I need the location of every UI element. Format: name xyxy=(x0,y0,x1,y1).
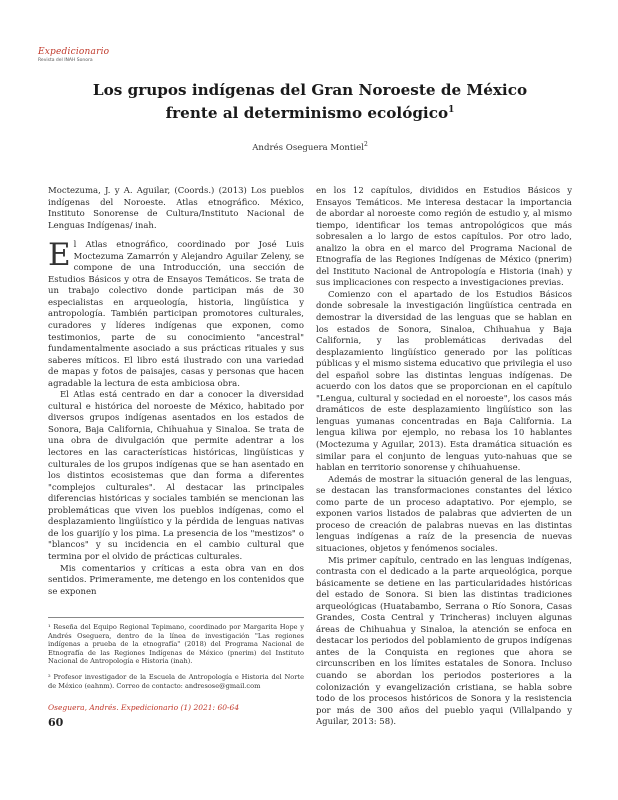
book-reference: Moctezuma, J. y A. Aguilar, (Coords.) (2013) Los pueblos indígenas del Noroeste. Atlas etnográfico. México, Instituto Sonorense de Cultura/Instituto Nacional de Lenguas Indígenas/ inah. xyxy=(48,186,304,231)
page-number: 60 xyxy=(48,716,64,729)
body-paragraph-6: Además de mostrar la situación general de las lenguas, se destacan las transformaciones constantes del léxico como parte de un proceso adaptativo. Por ejemplo, se exponen varios listados de palabras que advierten de un proceso de creación de palabras nuevas en las distintas lenguas indígenas a raíz de la presencia de nuevas situaciones, objetos y fenómenos sociales. xyxy=(316,474,572,554)
body-paragraph-3: Mis comentarios y críticas a esta obra van en dos sentidos. Primeramente, me detengo en los contenidos que se exponen xyxy=(48,563,304,597)
author-line xyxy=(180,141,440,153)
body-paragraph-2: El Atlas está centrado en dar a conocer la diversidad cultural e histórica del noroeste de México, habitado por diversos grupos indígenas asentados en los estados de Sonora, Baja California, Chihuahua y Sinaloa. Se trata de una obra de divulgación que permite adentrar a los lectores en las características históricas, lingüísticas y culturales de los grupos indígenas que se han asentado en los distintos ecosistemas que dan forma a diferentes "complejos culturales". Al destacar las principales diferencias históricas y sociales también se mencionan las problemáticas que viven los pueblos indígenas, como el desplazamiento lingüístico y la pérdida de lenguas nativas de los guarijío y los pima. La presencia de los "mestizos" o "blancos" y su incidencia en el cambio cultural que termina por el olvido de prácticas culturales. xyxy=(48,390,304,562)
left-column xyxy=(48,186,304,598)
title-footnote-mark: 1 xyxy=(448,105,455,115)
footnote-1: ¹ Reseña del Equipo Regional Tepimano, coordinado por Margarita Hope y Andrés Oseguera, dentro de la línea de investigación "Las regiones indígenas a prueba de la etnografía" (2018) del Programa Nacional de Etnografía de las Regiones Indígenas de México (pnerim) del Instituto Nacional de Antropología e Historia (inah). xyxy=(48,623,304,665)
title-line-2: frente al determinismo ecológico xyxy=(165,104,449,123)
running-citation: Oseguera, Andrés. Expedicionario (1) 2021: 60-64 xyxy=(48,703,240,712)
logo-text: Expedicionario xyxy=(38,47,110,57)
footnote-2: ² Profesor investigador de la Escuela de Antropología e Historia del Norte de México (eahnm). Correo de contacto: andresose@gmail.com xyxy=(48,673,304,690)
body-paragraph-4: en los 12 capítulos, divididos en Estudios Básicos y Ensayos Temáticos. Me interesa destacar la importancia de abordar al noroeste como región de estudio y, al mismo tiempo, identificar los temas antropológicos que más sobresalen a lo largo de estos capítulos. Por otro lado, analizo la obra en el marco del Programa Nacional de Etnografía de las Regiones Indígenas de México (pnerim) del Instituto Nacional de Antropología e Historia (inah) y sus implicaciones con respecto a investigaciones previas. xyxy=(316,186,572,289)
author-name: Andrés Oseguera Montiel xyxy=(252,142,364,153)
title-line-1: Los grupos indígenas del Gran Noroeste de México xyxy=(92,81,528,99)
footnote-divider xyxy=(48,617,304,618)
body-paragraph-5: Comienzo con el apartado de los Estudios Básicos donde sobresale la investigación lingüística centrada en demostrar la diversidad de las lenguas que se hablan en los estados de Sonora, Sinaloa, Chihuahua y Baja California, y las problemáticas derivadas del desplazamiento lingüístico generado por las políticas públicas y el mismo sistema educativo que privilegia el uso del español sobre las distintas lenguas indígenas. De acuerdo con los datos que se proporcionan en el capítulo "Lengua, cultural y sociedad en el noroeste", los casos más dramáticos de este desplazamiento lingüístico son las lenguas yumanas concentradas en Baja California. La lengua kiliwa por ejemplo, no rebasa los 10 hablantes (Moctezuma y Aguilar, 2013). Esta dramática situación es similar para el conjunto de lenguas yuto-nahuas que se hablan en territorio sonorense y chihuahuense. xyxy=(316,289,572,474)
right-column xyxy=(316,186,572,729)
body-paragraph-7: Mis primer capítulo, centrado en las lenguas indígenas, contrasta con el dedicado a la parte arqueológica, porque básicamente se detiene en las particularidades históricas del estado de Sonora. Si bien las distintas tradiciones arqueológicas (Huatabambo, Serrana o Río Sonora, Casas Grandes, Costa Central y Trincheras) incluyen algunas áreas de Chihuahua y Sinaloa, la atención se enfoca en destacar los periodos del poblamiento de grupos indígenas antes de la Conquista en regiones que ahora se circunscriben en los límites estatales de Sonora. Incluso cuando se abordan los periodos posteriores a la colonización y evangelización cristiana, se habla sobre todo de los procesos históricos de Sonora y la resistencia por más de 300 años del pueblo yaqui (Villalpando y Aguilar, 2013: 58). xyxy=(316,555,572,728)
logo-subtext: Revista del INAH Sonora xyxy=(38,58,93,63)
author-footnote-mark: 2 xyxy=(363,141,368,148)
article-title xyxy=(60,80,560,123)
journal-logo xyxy=(38,47,108,77)
body-paragraph-1: El Atlas etnográfico, coordinado por José Luis Moctezuma Zamarrón y Alejandro Aguilar Zeleny, se compone de una Introducción, una sección de Estudios Básicos y otra de Ensayos Temáticos. Se trata de un trabajo colectivo donde participan más de 30 especialistas en arqueología, historia, lingüística y antropología. También participan promotores culturales, curadores y líderes indígenas que exponen, como testimonios, parte de su conocimiento "ancestral" fundamentalmente asociado a sus prácticas rituales y sus saberes míticos. El libro está ilustrado con una variedad de mapas y fotos de paisajes, casas y personas que hacen agradable la lectura de esta ambiciosa obra. xyxy=(48,237,304,389)
